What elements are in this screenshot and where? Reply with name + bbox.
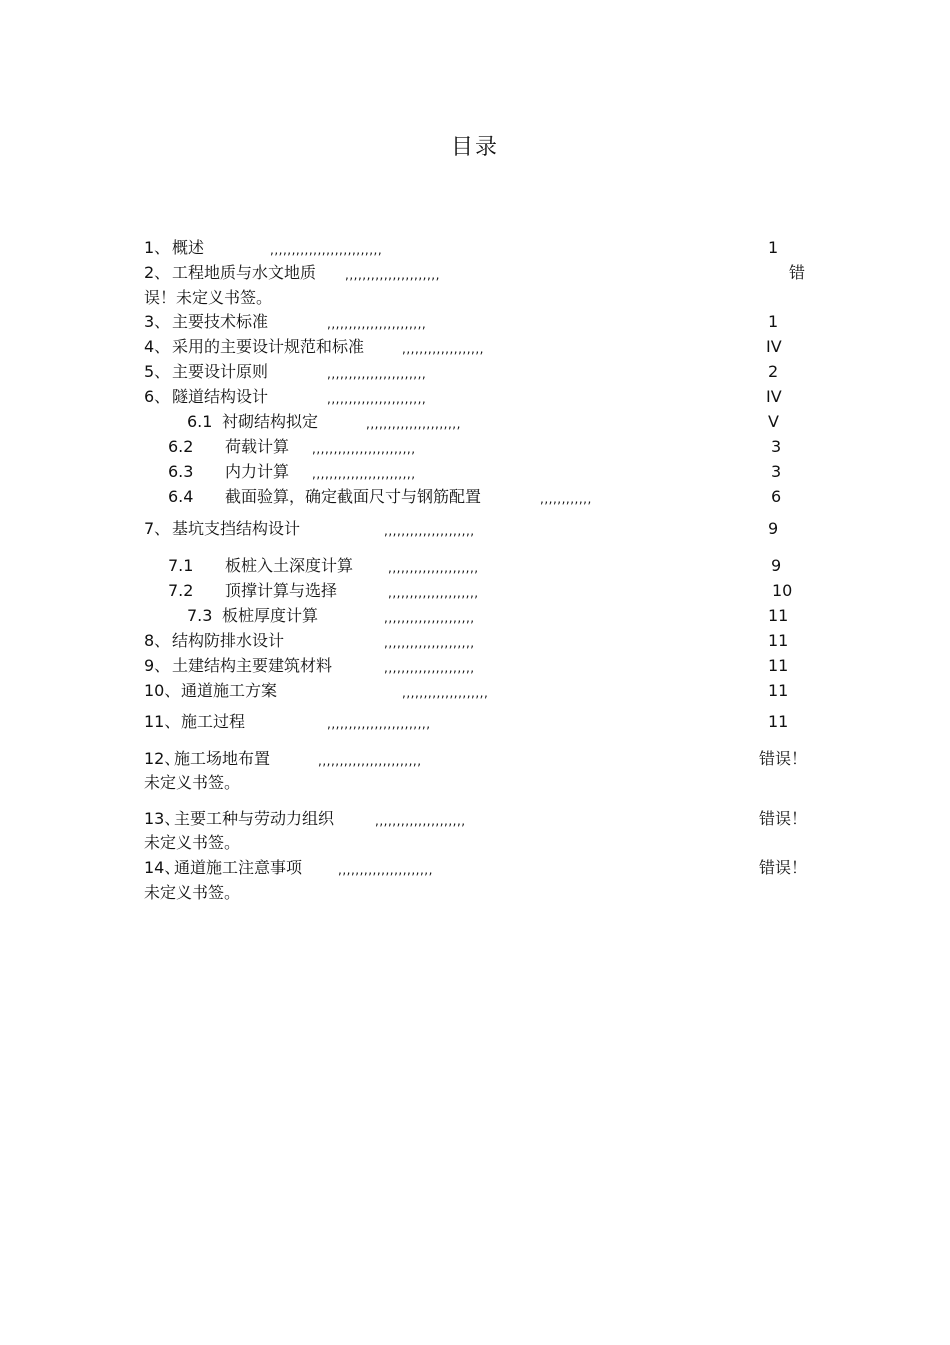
toc-leader: ,,,,,,,,,,,,,,,,,,,,,,,, — [318, 754, 422, 768]
toc-text: 通道施工方案 — [181, 681, 278, 700]
toc-leader: ,,,,,,,,,,,,,,,,,,,,,,,, — [312, 442, 416, 456]
toc-number: 7.1 — [168, 556, 194, 575]
toc-page: 1 — [768, 312, 779, 331]
toc-leader: ,,,,,,,,,,,,,,,,,,,,,, — [338, 863, 433, 877]
toc-leader: ,,,,,,,,,,,,,,,,,,,,, — [384, 524, 475, 538]
toc-page: 9 — [768, 519, 779, 538]
toc-page: 10 — [772, 581, 793, 600]
toc-page: 11 — [768, 631, 789, 650]
toc-entry[interactable] — [0, 808, 950, 830]
toc-entry[interactable] — [0, 262, 950, 284]
toc-entry[interactable] — [0, 518, 950, 540]
toc-number: 6.3 — [168, 462, 194, 481]
toc-text: 隧道结构设计 — [172, 387, 269, 406]
toc-text: 主要技术标准 — [172, 312, 269, 331]
toc-text: 内力计算 — [225, 462, 290, 481]
toc-leader: ,,,,,,,,,,,,,,,,,,,,,,,,,, — [270, 243, 383, 257]
page-title: 目录 — [450, 135, 499, 160]
toc-page: 11 — [768, 656, 789, 675]
toc-text: 主要设计原则 — [172, 362, 269, 381]
toc-entry[interactable] — [0, 411, 950, 433]
toc-text: 衬砌结构拟定 — [222, 412, 319, 431]
toc-number: 7.2 — [168, 581, 194, 600]
toc-page: 1 — [768, 238, 779, 257]
toc-number: 6.2 — [168, 437, 194, 456]
toc-number: 11、 — [144, 712, 181, 731]
toc-continuation: 未定义书签。 — [144, 883, 241, 902]
toc-entry[interactable] — [0, 580, 950, 602]
toc-number: 3、 — [144, 312, 171, 331]
toc-entry[interactable] — [0, 680, 950, 702]
toc-page: 3 — [771, 437, 782, 456]
toc-leader: ,,,,,,,,,,,, — [540, 492, 592, 506]
toc-number: 6.4 — [168, 487, 194, 506]
toc-page: 3 — [771, 462, 782, 481]
toc-leader: ,,,,,,,,,,,,,,,,,,,,, — [388, 561, 479, 575]
toc-page: 11 — [768, 681, 789, 700]
toc-text: 截面验算，确定截面尺寸与钢筋配置 — [225, 487, 482, 506]
toc-page: IV — [766, 337, 782, 356]
toc-number: 1、 — [144, 238, 171, 257]
toc-text: 土建结构主要建筑材料 — [172, 656, 333, 675]
toc-page: 11 — [768, 712, 789, 731]
toc-number: 6、 — [144, 387, 171, 406]
toc-page: 6 — [771, 487, 782, 506]
toc-entry[interactable] — [0, 555, 950, 577]
toc-entry[interactable] — [0, 311, 950, 333]
toc-text: 结构防排水设计 — [172, 631, 285, 650]
toc-number: 7.3 — [187, 606, 213, 625]
toc-entry[interactable] — [0, 486, 950, 508]
toc-text: 通道施工注意事项 — [174, 858, 303, 877]
toc-entry[interactable] — [0, 655, 950, 677]
toc-leader: ,,,,,,,,,,,,,,,,,,,,,,, — [327, 317, 427, 331]
toc-leader: ,,,,,,,,,,,,,,,,,,,, — [402, 686, 489, 700]
toc-entry[interactable] — [0, 436, 950, 458]
toc-entry[interactable] — [0, 336, 950, 358]
toc-text: 施工场地布置 — [174, 749, 271, 768]
toc-leader: ,,,,,,,,,,,,,,,,,,,,,,,, — [327, 717, 431, 731]
toc-text: 基坑支挡结构设计 — [172, 519, 301, 538]
toc-continuation: 误！未定义书签。 — [144, 288, 273, 307]
toc-page: 错 — [789, 263, 806, 282]
toc-leader: ,,,,,,,,,,,,,,,,,,,,, — [384, 611, 475, 625]
toc-page: IV — [766, 387, 782, 406]
toc-page: 错误！ — [759, 749, 808, 768]
toc-number: 13、 — [144, 809, 181, 828]
toc-number: 4、 — [144, 337, 171, 356]
toc-entry[interactable] — [0, 857, 950, 879]
toc-page: 错误！ — [759, 809, 808, 828]
toc-continuation: 未定义书签。 — [144, 833, 241, 852]
toc-leader: ,,,,,,,,,,,,,,,,,,,,, — [375, 814, 466, 828]
toc-number: 14、 — [144, 858, 181, 877]
toc-number: 10、 — [144, 681, 181, 700]
toc-text: 主要工种与劳动力组织 — [174, 809, 335, 828]
toc-text: 施工过程 — [181, 712, 246, 731]
toc-entry[interactable] — [0, 748, 950, 770]
toc-leader: ,,,,,,,,,,,,,,,,,,, — [402, 342, 484, 356]
toc-leader: ,,,,,,,,,,,,,,,,,,,,, — [384, 661, 475, 675]
toc-page: 11 — [768, 606, 789, 625]
toc-text: 荷载计算 — [225, 437, 290, 456]
toc-number: 5、 — [144, 362, 171, 381]
toc-entry[interactable] — [0, 630, 950, 652]
toc-text: 概述 — [172, 238, 205, 257]
toc-entry[interactable] — [0, 605, 950, 627]
toc-page: 2 — [768, 362, 779, 381]
toc-leader: ,,,,,,,,,,,,,,,,,,,,,, — [345, 268, 440, 282]
toc-number: 6.1 — [187, 412, 213, 431]
toc-page: V — [768, 412, 779, 431]
toc-text: 板桩厚度计算 — [222, 606, 319, 625]
toc-text: 采用的主要设计规范和标准 — [172, 337, 365, 356]
toc-text: 顶撑计算与选择 — [225, 581, 338, 600]
toc-leader: ,,,,,,,,,,,,,,,,,,,,,,, — [327, 367, 427, 381]
toc-leader: ,,,,,,,,,,,,,,,,,,,,,,,, — [312, 467, 416, 481]
toc-entry[interactable] — [0, 237, 950, 259]
toc-leader: ,,,,,,,,,,,,,,,,,,,,, — [388, 586, 479, 600]
toc-entry[interactable] — [0, 711, 950, 733]
toc-number: 12、 — [144, 749, 181, 768]
toc-leader: ,,,,,,,,,,,,,,,,,,,,,, — [366, 417, 461, 431]
toc-entry[interactable] — [0, 461, 950, 483]
toc-leader: ,,,,,,,,,,,,,,,,,,,,,,, — [327, 392, 427, 406]
toc-number: 8、 — [144, 631, 171, 650]
toc-continuation: 未定义书签。 — [144, 773, 241, 792]
toc-text: 工程地质与水文地质 — [172, 263, 317, 282]
toc-leader: ,,,,,,,,,,,,,,,,,,,,, — [384, 636, 475, 650]
toc-number: 7、 — [144, 519, 171, 538]
toc-entry[interactable] — [0, 361, 950, 383]
toc-text: 板桩入土深度计算 — [225, 556, 354, 575]
toc-number: 9、 — [144, 656, 171, 675]
toc-page: 错误！ — [759, 858, 808, 877]
toc-page: 9 — [771, 556, 782, 575]
toc-number: 2、 — [144, 263, 171, 282]
toc-entry[interactable] — [0, 386, 950, 408]
